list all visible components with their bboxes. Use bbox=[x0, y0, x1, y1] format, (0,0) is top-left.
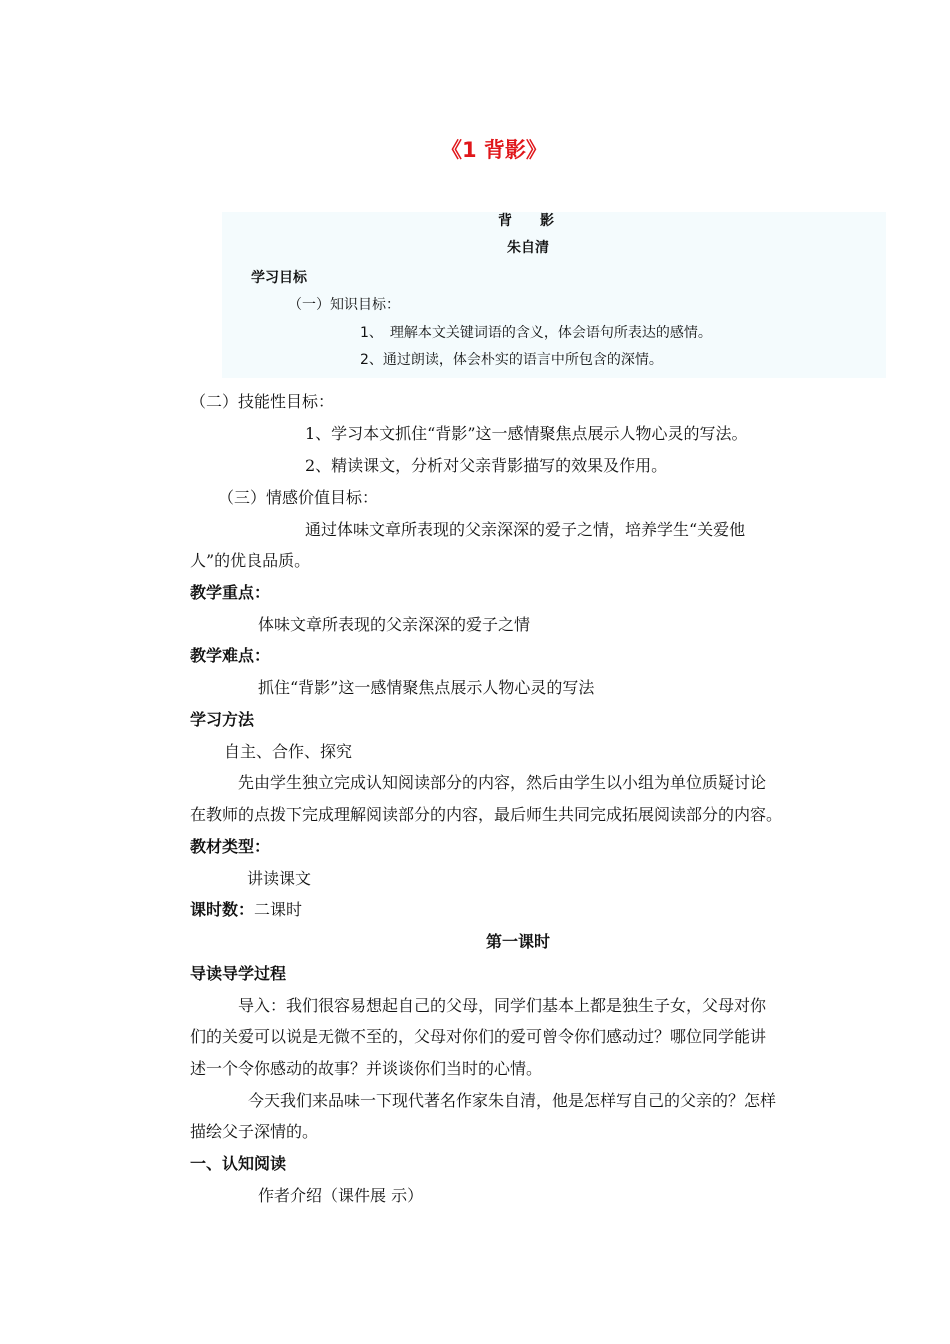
key-point-text: 体味文章所表现的父亲深深的爱子之情 bbox=[258, 615, 531, 634]
today-text: 今天我们来品味一下现代著名作家朱自清，他是怎样写自己的父亲的？怎样 bbox=[248, 1091, 777, 1110]
method-text: 先由学生独立完成认知阅读部分的内容，然后由学生以小组为单位质疑讨论 bbox=[238, 773, 767, 792]
intro-text: 述一个令你感动的故事？并谈谈你们当时的心情。 bbox=[190, 1059, 543, 1078]
skill-item: 1、学习本文抓住“背影”这一感情聚焦点展示人物心灵的写法。 bbox=[305, 424, 748, 443]
essay-author: 朱自清 bbox=[507, 240, 549, 256]
hours-label: 课时数： bbox=[190, 900, 255, 919]
difficulty-label: 教学难点： bbox=[190, 646, 271, 665]
lesson-heading: 第一课时 bbox=[486, 932, 551, 951]
emotion-label: （三）情感价值目标： bbox=[218, 488, 379, 507]
difficulty-text: 抓住“背影”这一感情聚焦点展示人物心灵的写法 bbox=[258, 678, 595, 697]
knowledge-item: 2、通过朗读，体会朴实的语言中所包含的深情。 bbox=[360, 352, 663, 368]
hours-text: 二课时 bbox=[254, 900, 303, 919]
objectives-label: 学习目标 bbox=[251, 270, 307, 286]
process-label: 导读导学过程 bbox=[190, 964, 287, 983]
knowledge-label: （一）知识目标： bbox=[288, 297, 400, 313]
material-text: 讲读课文 bbox=[247, 869, 312, 888]
emotion-text: 通过体味文章所表现的父亲深深的爱子之情，培养学生“关爱他 bbox=[305, 520, 746, 539]
essay-heading: 背 影 bbox=[498, 213, 554, 229]
method-label: 学习方法 bbox=[190, 710, 255, 729]
intro-text: 导入：我们很容易想起自己的父母，同学们基本上都是独生子女，父母对你 bbox=[238, 996, 767, 1015]
method-text: 自主、合作、探究 bbox=[224, 742, 353, 761]
emotion-text: 人”的优良品质。 bbox=[190, 551, 311, 570]
skill-item: 2、精读课文，分析对父亲背影描写的效果及作用。 bbox=[305, 456, 668, 475]
material-label: 教材类型： bbox=[190, 837, 271, 856]
skill-label: （二）技能性目标： bbox=[190, 392, 335, 411]
section-heading: 一、认知阅读 bbox=[190, 1154, 287, 1173]
hours-row bbox=[190, 902, 302, 918]
document-title: 《1 背影》 bbox=[441, 138, 547, 162]
today-text: 描绘父子深情的。 bbox=[190, 1122, 319, 1141]
section-text: 作者介绍（课件展 示） bbox=[258, 1186, 424, 1205]
method-text: 在教师的点拨下完成理解阅读部分的内容，最后师生共同完成拓展阅读部分的内容。 bbox=[190, 805, 783, 824]
key-point-label: 教学重点： bbox=[190, 583, 271, 602]
intro-text: 们的关爱可以说是无微不至的，父母对你们的爱可曾令你们感动过？哪位同学能讲 bbox=[190, 1027, 767, 1046]
knowledge-item: 1、 理解本文关键词语的含义，体会语句所表达的感情。 bbox=[360, 325, 712, 341]
